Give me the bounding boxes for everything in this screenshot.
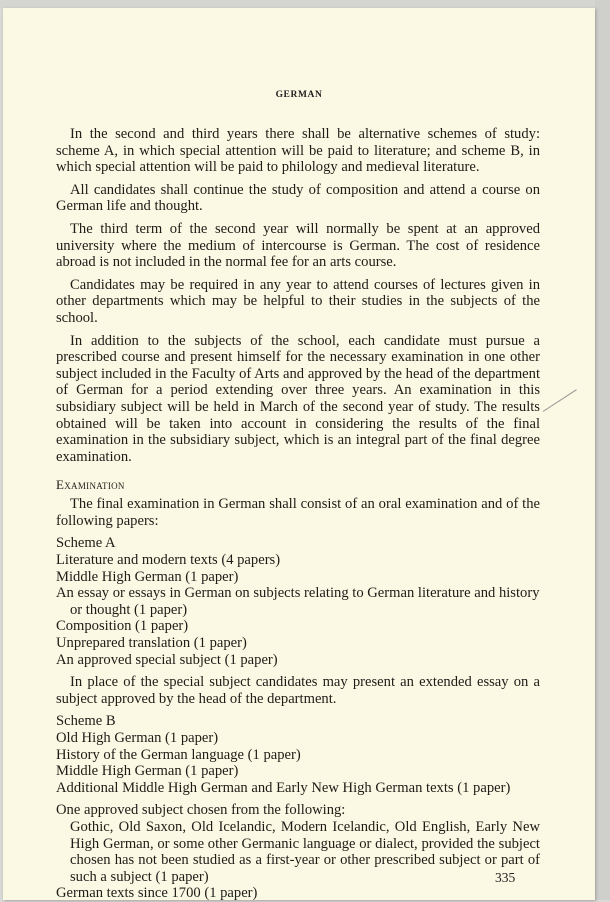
scheme-b-final-item: German texts since 1700 (1 paper) [56,885,258,902]
scheme-b-item: History of the German language (1 paper) [56,746,301,763]
examination-intro: The final examination in German shall consist of an oral examination and of the following papers: [56,496,540,529]
scheme-a-item: An essay or essays in German on subjects relating to German literature and history or thought (1 paper) [56,585,540,618]
paragraph-residence-abroad: The third term of the second year will normally be spent at an approved university where the medium of intercourse is German. The cost of residence abroad is not included in the normal fee for an arts course. [56,220,540,271]
scan-background-right [595,0,610,900]
book-page [3,8,595,900]
scheme-b-item: Additional Middle High German and Early New High German texts (1 paper) [56,779,511,796]
scheme-a-item: An approved special subject (1 paper) [56,651,278,668]
paragraph-other-departments: Candidates may be required in any year to attend courses of lectures given in other departments which may be helpful to their studies in the subjects of the school. [56,276,540,326]
pencil-mark [543,389,577,412]
body-text [56,126,540,902]
scheme-a-title: Scheme A [56,535,116,552]
scheme-b-item: Middle High German (1 paper) [56,763,239,780]
scheme-a-item: Middle High German (1 paper) [56,568,239,585]
scheme-b-title: Scheme B [56,713,116,730]
page-number: 335 [495,870,516,885]
scheme-a-item: Unprepared translation (1 paper) [56,635,247,652]
scheme-b [56,713,540,902]
scheme-b-choice-detail: Gothic, Old Saxon, Old Icelandic, Modern Icelandic, Old English, Early New High German, or some other Germanic language or dialect, provided the subject chosen has not been studied as a first-year or other prescribed subject or part of such a subject (1 paper) [70,818,540,885]
running-header: GERMAN [275,90,323,100]
scheme-a [56,535,540,668]
scheme-a-item: Composition (1 paper) [56,618,189,635]
paragraph-schemes: In the second and third years there shall be alternative schemes of study: scheme A, in which special attention will be paid to literature; and scheme B, in which special attention will be paid to philology and medieval literature. [56,126,540,176]
special-subject-note: In place of the special subject candidates may present an extended essay on a subject approved by the head of the department. [56,674,540,707]
scheme-a-item: Literature and modern texts (4 papers) [56,552,281,569]
scheme-b-item: Old High German (1 paper) [56,730,219,746]
paragraph-subsidiary-subject: In addition to the subjects of the school, each candidate must pursue a prescribed course and present himself for the necessary examination in one other subject included in the Faculty of Arts and approved by the head of the department of German for a period extending over three years. An examination in this subsidiary subject will be held in March of the second year of study. The results obtained will be taken into account in considering the results of the final examination in the subsidiary subject, which is an integral part of the final degree examination. [56,332,540,465]
scheme-b-choice-heading: One approved subject chosen from the following: [56,802,346,819]
paragraph-composition: All candidates shall continue the study of composition and attend a course on German life and thought. [56,181,540,215]
scan-background-top [0,0,610,8]
examination-heading: Examination [56,477,125,493]
